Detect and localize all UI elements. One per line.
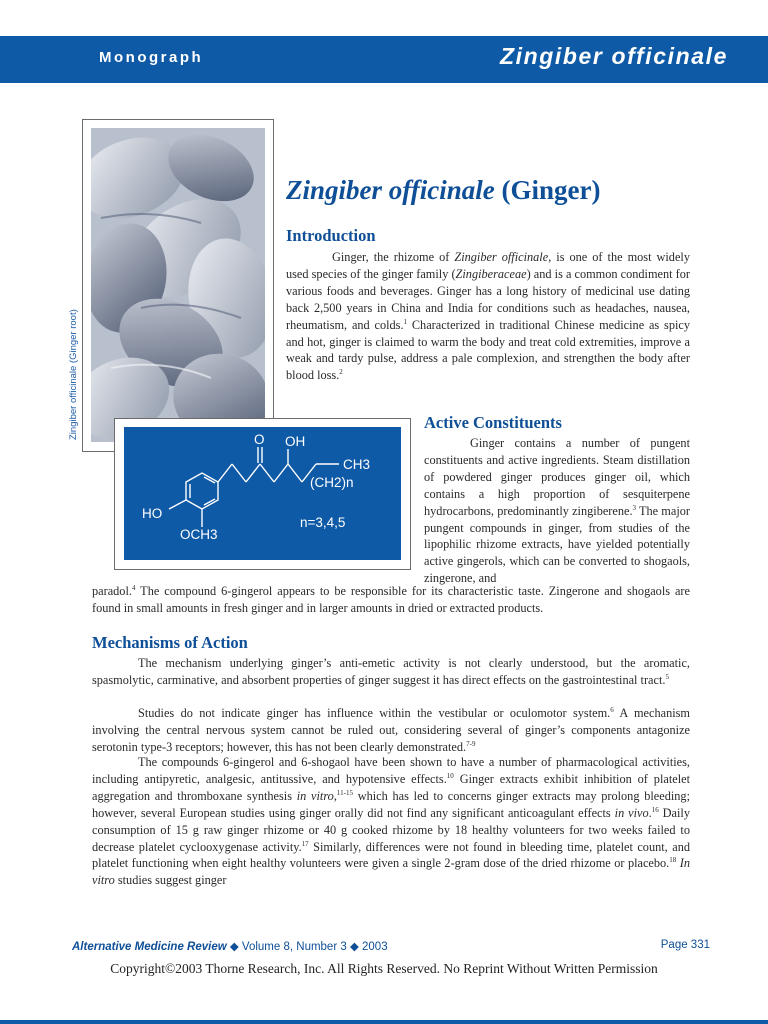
phenol-hydroxyl-label: HO [142, 506, 163, 521]
title-scientific: Zingiber officinale [286, 175, 495, 205]
introduction-paragraph: Ginger, the rhizome of Zingiber officinale, is one of the most widely used species of the ginger family (Zingiberaceae) and is a common condiment for various foods and beverages. Ginger has a long history of medicinal use dating back 2,500 years in China and India for conditions such as headaches, nausea, rheumatism, and colds.$^1$ Characterized in traditional Chinese medicine as spicy and hot, ginger is claimed to warm the body and treat cold extremities, improve a weak and tardy pulse, address a pale complexion, and strengthen the body after blood loss.$^2$ [286, 250, 690, 383]
mechanisms-heading: Mechanisms of Action [92, 633, 248, 652]
footer-citation [72, 939, 388, 953]
gingerol-structure [124, 427, 401, 560]
gingerol-structure-frame [114, 418, 411, 570]
mechanisms-paragraph-2: Studies do not indicate ginger has influence within the vestibular or oculomotor system.$^6$ A mechanism involving the central nervous system cannot be ruled out, considering several of ginger’s components antagonize serotonin type-3 receptors; however, this has not been clearly demonstrated.$^{7-9}$ [92, 705, 690, 754]
constituents-heading: Active Constituents [424, 413, 562, 432]
methyl-label: CH3 [343, 457, 371, 472]
journal-name: Alternative Medicine Review [72, 941, 227, 953]
ginger-root-illustration [91, 128, 265, 442]
copyright-notice: Copyright©2003 Thorne Research, Inc. All Rights Reserved. No Reprint Without Written Permission [110, 961, 658, 976]
section-label: Monograph [99, 49, 204, 66]
n-values-label: n=3,4,5 [300, 515, 346, 530]
title-common: (Ginger) [501, 175, 601, 205]
bottom-rule [0, 1020, 768, 1024]
introduction-heading: Introduction [286, 226, 376, 245]
ketone-oxygen-label: O [254, 432, 265, 447]
methoxy-label: OCH3 [180, 527, 218, 542]
chain-repeat-label: (CH2)n [310, 475, 354, 490]
constituents-paragraph: Ginger contains a number of pungent constituents and active ingredients. Steam distillation of powdered ginger produces ginger oil, which contains a high proportion of sesquiterpene hydrocarbons, predominantly zingiberene.$^3$ The major pungent compounds in ginger, from studies of the lipophilic rhizome extracts, have yielded potentially active gingerols, which can be converted to shogaols, zingerone, and [424, 436, 690, 586]
volume-info: Volume 8, Number 3 [241, 941, 347, 953]
species-label: Zingiber officinale [499, 43, 728, 69]
mechanisms-paragraph-1: The mechanism underlying ginger’s anti-emetic activity is not clearly understood, but the aromatic, spasmolytic, carminative, and absorbent properties of ginger suggest it has direct effects on the gastrointestinal tract.$^5$ [92, 656, 690, 687]
header-band [0, 36, 768, 83]
hydroxyl-label: OH [285, 434, 306, 449]
mechanisms-paragraph-3: The compounds 6-gingerol and 6-shogaol have been shown to have a number of pharmacological activities, including antipyretic, analgesic, antitussive, and hypotensive effects.$^{10}$ Ginger extracts exhibit inhibition of platelet aggregation and thromboxane synthesis in vitro,$^{11-15}$ which has led to concerns ginger extracts may prolong bleeding; however, several European studies using ginger orally did not find any significant anticoagulant effects in vivo.$^{16}$ Daily consumption of 15 g raw ginger rhizome or 40 g cooked rhizome by 18 healthy volunteers for two weeks failed to decrease platelet cyclooxygenase activity.$^{17}$ Similarly, differences were not found in bleeding time, platelet count, and platelet functioning when eight healthy volunteers were given a single 2-gram dose of the dried rhizome or placebo.$^{18}$ In vitro studies suggest ginger [92, 755, 691, 888]
publication-year: 2003 [362, 941, 388, 953]
photo-caption: Zingiber officinale (Ginger root) [68, 309, 79, 440]
diamond-icon: ◆ [229, 941, 242, 953]
article-title [286, 175, 600, 206]
page-number: Page 331 [660, 939, 710, 951]
constituents-paragraph-continued: paradol.$^4$ The compound 6-gingerol appears to be responsible for its characteristic taste. Zingerone and shogaols are found in small amounts in fresh ginger and in larger amounts in dried or extracted products. [92, 583, 690, 615]
ginger-root-photo [91, 128, 265, 442]
diamond-icon: ◆ [349, 941, 363, 953]
ginger-photo-frame [82, 119, 274, 452]
